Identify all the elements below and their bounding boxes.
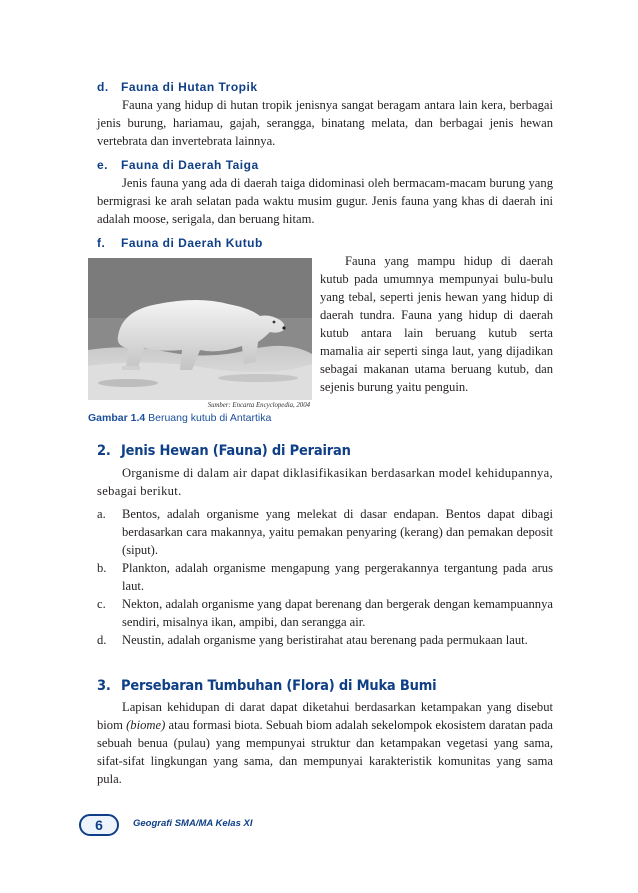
- list-letter: b.: [97, 561, 107, 575]
- list-letter: c.: [97, 597, 106, 611]
- section-perairan-body: [97, 464, 553, 649]
- photo-source: Sumber: Encarta Encyclopedia, 2004: [207, 402, 310, 409]
- list-letter: d.: [97, 633, 107, 647]
- page-number: 6: [95, 817, 103, 833]
- list-item: [97, 595, 553, 631]
- list-text: Bentos, adalah organisme yang melekat di dasar endapan. Bentos dapat dibagi berdasarkan cara makannya, yaitu pemakan penyaring (kerang) dan pemakan deposit (siput).: [122, 507, 553, 557]
- polar-bear-photo: [88, 258, 312, 400]
- section-title: Jenis Hewan (Fauna) di Perairan: [121, 443, 351, 459]
- flora-text-italic: (biome): [126, 718, 166, 732]
- section-number: 3.: [97, 678, 111, 694]
- subheading-letter: f.: [97, 236, 106, 250]
- subheading-letter: d.: [97, 80, 109, 94]
- subheading-title: Fauna di Hutan Tropik: [121, 80, 258, 94]
- section-number: 2.: [97, 443, 111, 459]
- list-text: Neustin, adalah organisme yang beristirahat atau berenang pada permukaan laut.: [122, 633, 528, 647]
- subheading-title: Fauna di Daerah Taiga: [121, 158, 259, 172]
- caption-label: Gambar 1.4: [88, 412, 146, 424]
- paragraph-hutan-tropik: [97, 96, 553, 150]
- paragraph-kutub: [320, 252, 553, 396]
- paragraph-taiga: [97, 174, 553, 228]
- list-text: Nekton, adalah organisme yang dapat berenang dan bergerak dengan kemampuannya sendiri, misalnya ikan, ampibi, dan serangga air.: [122, 597, 553, 629]
- polar-bear-illustration: [88, 258, 312, 400]
- section-flora-text: [97, 698, 553, 788]
- subheading-hutan-tropik: [97, 78, 258, 96]
- caption-text: Beruang kutub di Antartika: [148, 412, 272, 424]
- section-flora-body: [97, 698, 553, 788]
- list-letter: a.: [97, 507, 106, 521]
- flora-text-start: Lapisan kehidupan di darat dapat diketahui berdasarkan ketampakan yang disebut biom: [97, 700, 553, 732]
- paragraph-text: Fauna yang hidup di hutan tropik jenisnya sangat beragam antara lain kera, berbagai jenis burung, hariamau, gajah, serangga, binatang melata, dan berbagai jenis hewan vertebrata dan invertebrata lainnya.: [97, 98, 553, 148]
- section-heading-flora: [97, 677, 436, 695]
- book-title: Geografi SMA/MA Kelas XI: [133, 818, 253, 829]
- section-heading-perairan: [97, 442, 351, 460]
- subheading-kutub: [97, 234, 263, 252]
- list-item: [97, 631, 553, 649]
- paragraph-text: Jenis fauna yang ada di daerah taiga didominasi oleh bermacam-macam burung yang bermigrasi ke arah selatan pada waktu musim gugur. Jenis fauna yang khas di daerah ini adalah moose, serigala, dan beruang hitam.: [97, 176, 553, 226]
- paragraph-text: Fauna yang mampu hidup di daerah kutub pada umumnya mempunyai bulu-bulu yang tebal, seperti jenis hewan yang hidup di daerah tundra. Fauna yang hidup di daerah kutub antara lain beruang kutub serta mamalia air seperti singa laut, yang dijadikan sebagai makanan utama beruang kutub, dan sejenis burung yaitu penguin.: [320, 254, 553, 394]
- subheading-title: Fauna di Daerah Kutub: [121, 236, 263, 250]
- list-text: Plankton, adalah organisme mengapung yang pergerakannya tergantung pada arus laut.: [122, 561, 553, 593]
- figure-caption: [88, 411, 271, 425]
- section-intro: Organisme di dalam air dapat diklasifikasikan berdasarkan model kehidupannya, sebagai berikut.: [97, 466, 553, 498]
- flora-text-end: atau formasi biota. Sebuah biom adalah sekelompok ekosistem daratan pada sebuah benua (pulau) yang mempunyai struktur dan ketampakan vegetasi yang sama, sifat-sifat lingkungan yang sama, dan mempunyai karakteristik komunitas yang sama pula.: [97, 718, 553, 786]
- section-title: Persebaran Tumbuhan (Flora) di Muka Bumi: [121, 678, 437, 694]
- subheading-taiga: [97, 156, 259, 174]
- list-item: [97, 505, 553, 559]
- page-number-badge: [79, 814, 119, 836]
- subheading-letter: e.: [97, 158, 109, 172]
- list-item: [97, 559, 553, 595]
